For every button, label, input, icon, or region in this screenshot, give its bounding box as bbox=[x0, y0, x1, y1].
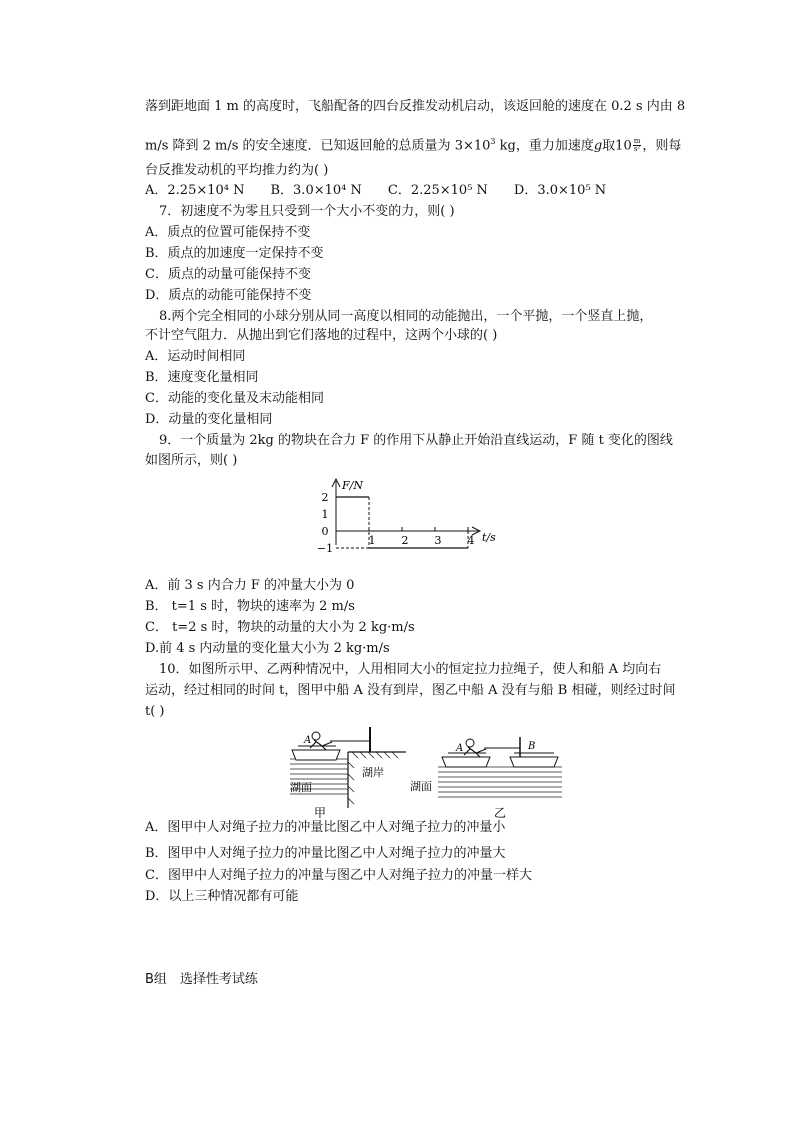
y-axis-label: F/N bbox=[342, 479, 363, 492]
unit-fraction: $\frac{m}{\text{s²}}$ bbox=[633, 137, 641, 154]
lake-label: 湖面 bbox=[290, 781, 312, 794]
q10-option-a: A．图甲中人对绳子拉力的冲量比图乙中人对绳子拉力的冲量小 bbox=[145, 820, 506, 835]
q9-option-d: D.前 4 s 内动量的变化量大小为 2 kg·m/s bbox=[145, 641, 390, 656]
q10-stem-2: 运动，经过相同的时间 t，图甲中船 A 没有到岸，图乙中船 A 没有与船 B 相碰，则经过时间 bbox=[145, 683, 676, 698]
x-tick-label: 1 bbox=[368, 534, 376, 547]
q6-line-2: m/s 降到 2 m/s 的安全速度．已知返回舱的总质量为 $3\times 10^3$ kg，重力加速度g取10 $\frac{m}{\text{s²}}$ ，则每 bbox=[145, 137, 682, 154]
q10-stem-3: t( ) bbox=[145, 704, 165, 719]
x-axis-label: t/s bbox=[482, 531, 496, 544]
shore-label: 湖岸 bbox=[362, 766, 384, 779]
section-b-heading: B组 选择性考试练 bbox=[145, 972, 258, 987]
x-tick-label: 3 bbox=[434, 534, 442, 547]
q7-stem: 7．初速度不为零且只受到一个大小不变的力，则( ) bbox=[159, 204, 455, 219]
q8-stem-1: 8.两个完全相同的小球分别从同一高度以相同的动能抛出，一个平抛，一个竖直上抛， bbox=[159, 309, 653, 324]
boat-a-label-yi: A bbox=[456, 743, 464, 754]
q8-option-a: A．运动时间相同 bbox=[145, 349, 246, 364]
q9-option-c: C． t=2 s 时，物块的动量的大小为 2 kg·m/s bbox=[145, 620, 415, 635]
x-tick-label: 2 bbox=[401, 534, 409, 547]
y-tick-label: 0 bbox=[321, 525, 329, 538]
y-tick-label: 1 bbox=[321, 508, 329, 521]
q6-options: A．2.25×10⁴ N B．3.0×10⁴ N C．2.25×10⁵ N D．3.0×10⁵ N bbox=[145, 183, 607, 198]
q10-option-d: D．以上三种情况都有可能 bbox=[145, 889, 299, 904]
boat-a-label: A bbox=[304, 735, 312, 746]
q9-option-b: B． t=1 s 时，物块的速率为 2 m/s bbox=[145, 599, 355, 614]
q7-option-b: B．质点的加速度一定保持不变 bbox=[145, 246, 324, 261]
q10-stem-1: 10．如图所示甲、乙两种情况中，人用相同大小的恒定拉力拉绳子，使人和船 A 均向右 bbox=[159, 662, 662, 677]
q8-option-c: C．动能的变化量及末动能相同 bbox=[145, 391, 324, 406]
q10-option-b: B．图甲中人对绳子拉力的冲量比图乙中人对绳子拉力的冲量大 bbox=[145, 846, 506, 861]
q7-option-c: C．质点的动量可能保持不变 bbox=[145, 267, 311, 282]
q10-option-c: C．图甲中人对绳子拉力的冲量与图乙中人对绳子拉力的冲量一样大 bbox=[145, 868, 532, 883]
q9-option-a: A．前 3 s 内合力 F 的冲量大小为 0 bbox=[145, 578, 355, 593]
q8-option-b: B．速度变化量相同 bbox=[145, 370, 259, 385]
caption-yi: 乙 bbox=[494, 806, 507, 820]
q7-option-d: D．质点的动能可能保持不变 bbox=[145, 288, 312, 303]
y-tick-label: −1 bbox=[316, 542, 334, 555]
y-tick-label: 2 bbox=[321, 491, 329, 504]
boat-b-label: B bbox=[528, 741, 536, 752]
q8-stem-2: 不计空气阻力．从抛出到它们落地的过程中，这两个小球的( ) bbox=[145, 328, 498, 343]
q6-line-1: 落到距地面 1 m 的高度时，飞船配备的四台反推发动机启动，该返回舱的速度在 0.2 s 内由 8 bbox=[145, 99, 686, 114]
caption-jia: 甲 bbox=[314, 806, 327, 820]
lake-label-yi: 湖面 bbox=[410, 780, 432, 793]
q9-stem-1: 9．一个质量为 2kg 的物块在合力 F 的作用下从静止开始沿直线运动，F 随 t 变化的图线 bbox=[159, 433, 673, 448]
q8-option-d: D．动量的变化量相同 bbox=[145, 412, 273, 427]
x-tick-label: 4 bbox=[467, 534, 475, 547]
q7-option-a: A．质点的位置可能保持不变 bbox=[145, 225, 311, 240]
q6-line-3: 台反推发动机的平均推力约为( ) bbox=[145, 163, 329, 178]
q9-stem-2: 如图所示，则( ) bbox=[145, 453, 238, 468]
